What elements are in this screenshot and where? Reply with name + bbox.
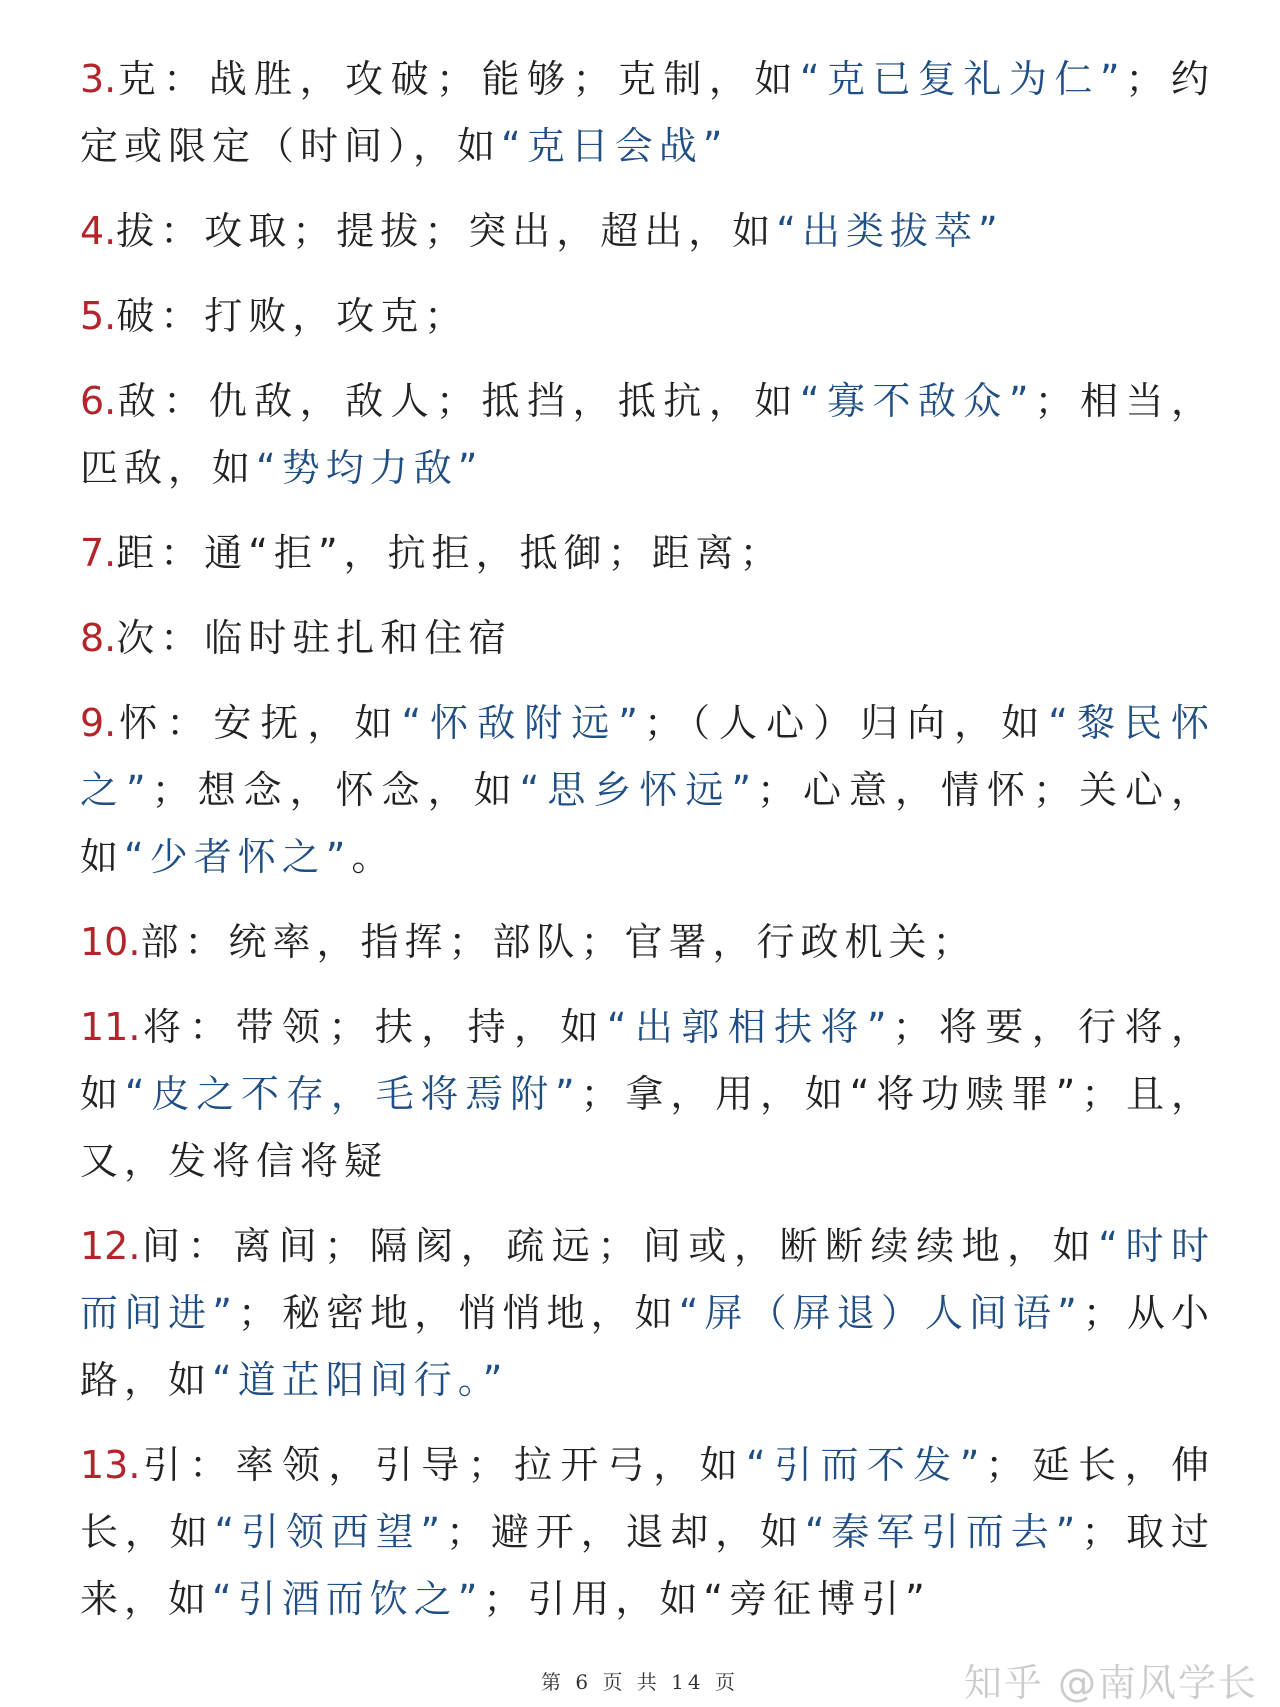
entry-headword: 拔 bbox=[116, 209, 161, 253]
example-phrase: “寡不敌众” bbox=[799, 379, 1035, 423]
entry-headword: 怀 bbox=[116, 701, 167, 745]
definition-text: ；（人心）归向，如 bbox=[643, 701, 1049, 745]
page-footer: 第 6 页 共 14 页 bbox=[541, 1670, 739, 1694]
entry-headword: 引 bbox=[140, 1443, 190, 1487]
entry-headword: 间 bbox=[140, 1224, 188, 1268]
entry-item bbox=[80, 994, 1215, 1195]
example-phrase: “屏（屏退）人间语” bbox=[678, 1291, 1083, 1335]
definition-text: ：率领，引导；拉开弓，如 bbox=[189, 1443, 747, 1487]
entry-number: 12. bbox=[80, 1224, 141, 1268]
definition-text: ；心意，情怀；关心，如 bbox=[80, 768, 1215, 879]
definition-text: ；避开，退却，如 bbox=[446, 1510, 805, 1554]
entry-number: 3. bbox=[80, 57, 117, 101]
definition-text: 。 bbox=[351, 835, 396, 879]
example-phrase: “出类拔萃” bbox=[776, 209, 1004, 253]
entry-item bbox=[80, 368, 1215, 502]
entry-item bbox=[80, 1432, 1215, 1633]
example-phrase: “道芷阳间行。” bbox=[212, 1358, 509, 1402]
entry-item bbox=[80, 605, 1215, 672]
document-body bbox=[80, 46, 1215, 1651]
watermark: 知乎 @南风学长 bbox=[963, 1661, 1258, 1705]
definition-text: ：战胜，攻破；能够；克制，如 bbox=[163, 57, 800, 101]
definition-text: ：安抚，如 bbox=[166, 701, 402, 745]
example-phrase: “黎民怀之” bbox=[80, 701, 1215, 812]
entry-item bbox=[80, 520, 1215, 587]
example-phrase: “少者怀之” bbox=[124, 835, 352, 879]
entry-number: 10. bbox=[80, 920, 141, 964]
example-phrase: “引而不发” bbox=[746, 1443, 986, 1487]
entry-item bbox=[80, 690, 1215, 891]
entry-headword: 克 bbox=[116, 57, 164, 101]
example-phrase: “引领西望” bbox=[214, 1510, 447, 1554]
example-phrase: “时时而间进” bbox=[80, 1224, 1215, 1335]
definition-text: ：攻取；提拔；突出，超出，如 bbox=[160, 209, 777, 253]
entry-item bbox=[80, 46, 1215, 180]
example-phrase: “引酒而饮之” bbox=[212, 1577, 484, 1621]
definition-text: ：仇敌，敌人；抵挡，抵抗，如 bbox=[163, 379, 800, 423]
entry-number: 11. bbox=[80, 1005, 141, 1049]
definition-text: ；将要，行将，如 bbox=[80, 1005, 1215, 1116]
entry-headword: 部 bbox=[140, 920, 185, 964]
entry-headword: 破 bbox=[116, 294, 161, 338]
example-phrase: “思乡怀远” bbox=[519, 768, 758, 812]
entry-number: 13. bbox=[80, 1443, 141, 1487]
entry-item bbox=[80, 198, 1215, 265]
example-phrase: “怀敌附远” bbox=[401, 701, 644, 745]
definition-text: ：临时驻扎和住宿 bbox=[160, 616, 513, 660]
entry-number: 9. bbox=[80, 701, 117, 745]
definition-text: ；约定或限定（时间），如 bbox=[80, 57, 1215, 168]
example-phrase: “秦军引而去” bbox=[804, 1510, 1082, 1554]
entry-headword: 敌 bbox=[116, 379, 164, 423]
definition-text: ；想念，怀念，如 bbox=[151, 768, 520, 812]
definition-text: ；拿，用，如“将功赎罪”；且，又，发将信将疑 bbox=[80, 1072, 1215, 1183]
entry-headword: 将 bbox=[140, 1005, 190, 1049]
example-phrase: “势均力敌” bbox=[256, 446, 484, 490]
entry-number: 7. bbox=[80, 531, 117, 575]
definition-text: ：通“拒”，抗拒，抵御；距离； bbox=[160, 531, 784, 575]
definition-text: ：打败，攻克； bbox=[160, 294, 469, 338]
entry-item bbox=[80, 909, 1215, 976]
definition-text: ；相当，匹敌，如 bbox=[80, 379, 1215, 490]
definition-text: ；引用，如“旁征博引” bbox=[483, 1577, 931, 1621]
entry-headword: 次 bbox=[116, 616, 161, 660]
example-phrase: “出郭相扶将” bbox=[606, 1005, 893, 1049]
definition-text: ；延长，伸长，如 bbox=[80, 1443, 1215, 1554]
entry-item bbox=[80, 1213, 1215, 1414]
entry-headword: 距 bbox=[116, 531, 161, 575]
entry-item bbox=[80, 283, 1215, 350]
entry-number: 5. bbox=[80, 294, 117, 338]
example-phrase: “皮之不存，毛将焉附” bbox=[124, 1072, 581, 1116]
entry-number: 4. bbox=[80, 209, 117, 253]
definition-text: ：统率，指挥；部队；官署，行政机关； bbox=[184, 920, 977, 964]
entry-list bbox=[80, 46, 1215, 1633]
definition-text: ；从小路，如 bbox=[80, 1291, 1215, 1402]
definition-text: ：离间；隔阂，疏远；间或，断断续续地，如 bbox=[187, 1224, 1099, 1268]
definition-text: ；秘密地，悄悄地，如 bbox=[237, 1291, 679, 1335]
definition-text: ：带领；扶，持，如 bbox=[189, 1005, 607, 1049]
entry-number: 8. bbox=[80, 616, 117, 660]
example-phrase: “克已复礼为仁” bbox=[799, 57, 1126, 101]
definition-text: ；取过来，如 bbox=[80, 1510, 1215, 1621]
entry-number: 6. bbox=[80, 379, 117, 423]
example-phrase: “克日会战” bbox=[501, 124, 729, 168]
